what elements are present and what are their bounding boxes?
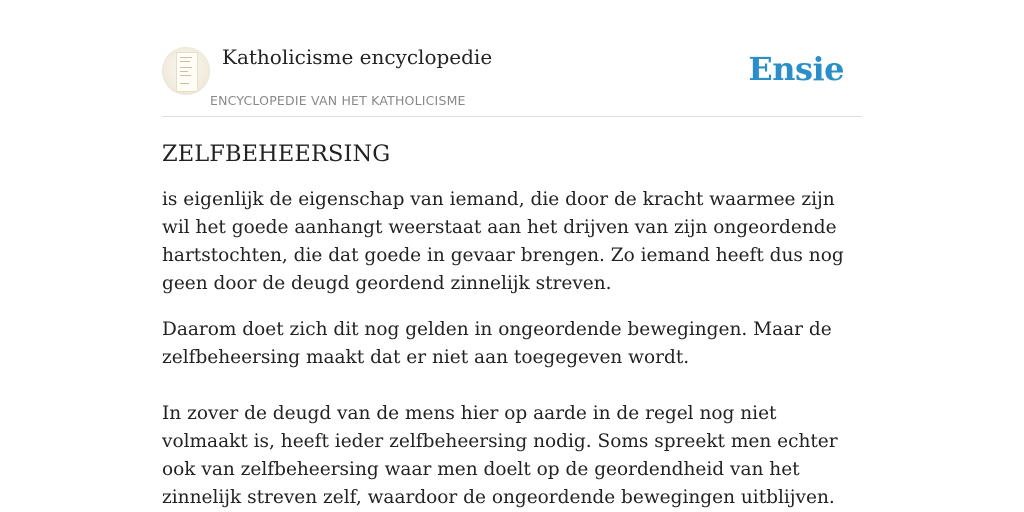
site-title[interactable]: Katholicisme encyclopedie (222, 45, 493, 69)
encyclopedia-cover-icon[interactable] (162, 47, 210, 95)
site-header (162, 40, 862, 117)
brand-logo-link[interactable]: Ensie (748, 50, 844, 88)
book-cover-shape (176, 52, 198, 92)
site-subtitle: ENCYCLOPEDIE VAN HET KATHOLICISME (210, 93, 466, 108)
article-headword: ZELFBEHEERSING (162, 141, 391, 167)
article-paragraph: is eigenlijk de eigenschap van iemand, die door de kracht waarmee zijn wil het goede aanhangt weerstaat aan het drijven van zijn ongeordende hartstochten, die dat goede in gevaar brengen. Zo iemand heeft dus nog geen door de deugd geordend zinnelijk streven. (162, 189, 844, 294)
article-paragraph: In zover de deugd van de mens hier op aarde in de regel nog niet volmaakt is, heeft ieder zelfbeheersing nodig. Soms spreekt men echter ook van zelfbeheersing waar men doelt op de geordendheid van het zinnelijk streven zelf, waardoor de ongeordende bewegingen uitblijven. (162, 403, 838, 508)
article-content (162, 138, 864, 512)
article-paragraph: Daarom doet zich dit nog gelden in ongeordende bewegingen. Maar de zelfbeheersing maakt dat er niet aan toegegeven wordt. (162, 319, 832, 368)
